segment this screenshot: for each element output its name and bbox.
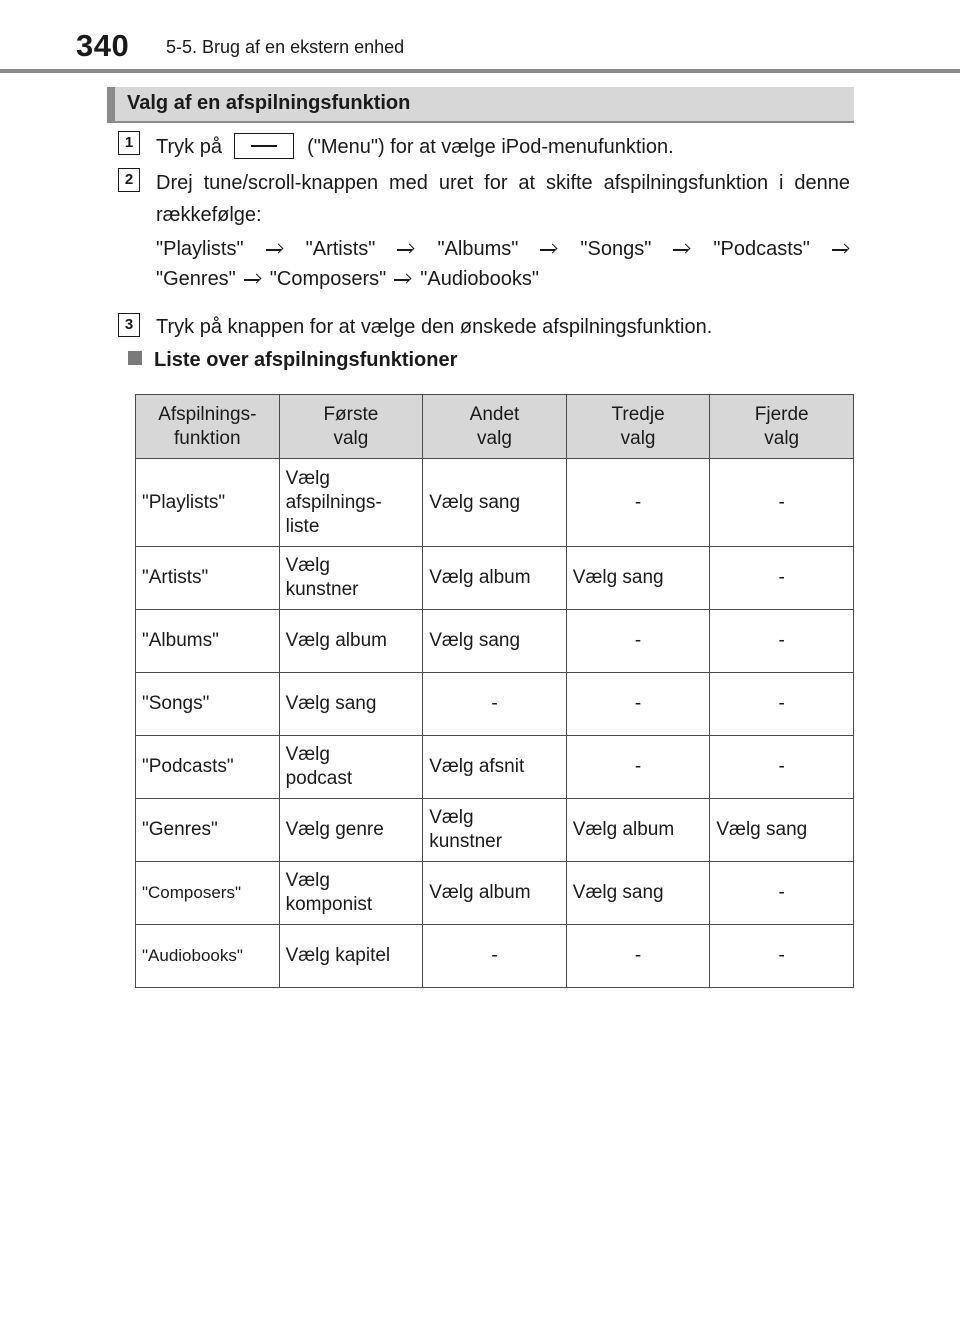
table-cell: Vælg sang [566,862,710,925]
mode-sequence [156,234,850,294]
table-cell: - [423,673,567,736]
mode-composers: "Composers" [269,268,387,290]
menu-dash-icon [234,133,294,159]
table-row [136,799,854,862]
col-header-second: Andet valg [423,395,567,459]
arrow-right-icon [394,274,412,284]
table-row [136,459,854,547]
step-2-text: Drej tune/scroll-knappen med uret for at skifte afspilningsfunktion i denne rækkefølge: [156,172,850,226]
arrow-right-icon [397,244,415,254]
table-cell: Vælg sang [710,799,854,862]
table-cell: Vælg kunstner [423,799,567,862]
arrow-right-icon [266,244,284,254]
col-header-third: Tredje valg [566,395,710,459]
square-bullet-icon [128,351,142,365]
table-cell: - [710,459,854,547]
section-header: 5-5. Brug af en ekstern enhed [166,37,405,57]
table-cell: Vælg sang [423,610,567,673]
header-rule [0,69,960,73]
playback-modes-table [135,394,854,988]
subheading [128,349,457,372]
table-cell: Vælg genre [279,799,423,862]
arrow-right-icon [832,244,850,254]
table-cell: Vælg album [279,610,423,673]
table-cell: Vælg sang [279,673,423,736]
table-cell: Vælg podcast [279,736,423,799]
step-3-text: Tryk på knappen for at vælge den ønskede afspilningsfunktion. [156,316,713,338]
table-cell: - [566,673,710,736]
table-cell: Vælg album [423,547,567,610]
mode-playlists: "Playlists" [156,238,244,260]
table-cell: Vælg afspilnings- liste [279,459,423,547]
table-cell: - [710,862,854,925]
arrow-right-icon [673,244,691,254]
table-cell: - [566,736,710,799]
col-header-mode: Afspilnings- funktion [136,395,280,459]
table-row [136,547,854,610]
page-number: 340 [76,28,130,63]
step-number-3: 3 [118,313,140,337]
mode-songs: "Songs" [580,238,652,260]
table-cell: - [566,610,710,673]
table-row [136,673,854,736]
table-cell: Vælg kunstner [279,547,423,610]
table-cell: - [566,925,710,988]
table-cell: "Podcasts" [136,736,280,799]
table-cell: Vælg album [566,799,710,862]
table-cell: "Genres" [136,799,280,862]
table-cell: "Playlists" [136,459,280,547]
mode-sequence-line-2 [156,264,850,294]
table-cell: Vælg album [423,862,567,925]
table-cell: Vælg afsnit [423,736,567,799]
table-cell: - [710,547,854,610]
table-row [136,610,854,673]
table-row [136,925,854,988]
table-cell: Vælg sang [566,547,710,610]
section-title: Valg af en afspilningsfunktion [127,92,411,114]
mode-albums: "Albums" [437,238,519,260]
step-number-1: 1 [118,131,140,155]
table-cell: "Artists" [136,547,280,610]
table-cell: - [710,925,854,988]
table-cell: - [710,673,854,736]
table-cell: - [710,610,854,673]
col-header-first: Første valg [279,395,423,459]
step-1-text-after: ("Menu") for at vælge iPod-menufunktion. [307,136,674,158]
step-1-text-before: Tryk på [156,136,222,158]
section-title-bar [107,87,854,123]
table-cell: Vælg komponist [279,862,423,925]
table-row [136,736,854,799]
section-title-accent [107,87,115,121]
mode-sequence-line-1 [156,234,850,264]
arrow-right-icon [244,274,262,284]
mode-podcasts: "Podcasts" [713,238,810,260]
step-number-2: 2 [118,168,140,192]
subheading-text: Liste over afspilningsfunktioner [154,349,458,371]
mode-genres: "Genres" [156,268,236,290]
table-cell: "Songs" [136,673,280,736]
step-1-text [156,131,850,163]
table-cell: "Composers" [136,862,280,925]
table-cell: - [710,736,854,799]
mode-audiobooks: "Audiobooks" [420,268,539,290]
table-cell: "Albums" [136,610,280,673]
col-header-fourth: Fjerde valg [710,395,854,459]
table-cell: - [423,925,567,988]
table-cell: - [566,459,710,547]
table-cell: Vælg sang [423,459,567,547]
mode-artists: "Artists" [305,238,376,260]
table-cell: "Audiobooks" [136,925,280,988]
table-row [136,862,854,925]
table-cell: Vælg kapitel [279,925,423,988]
table-header-row [136,395,854,459]
arrow-right-icon [540,244,558,254]
